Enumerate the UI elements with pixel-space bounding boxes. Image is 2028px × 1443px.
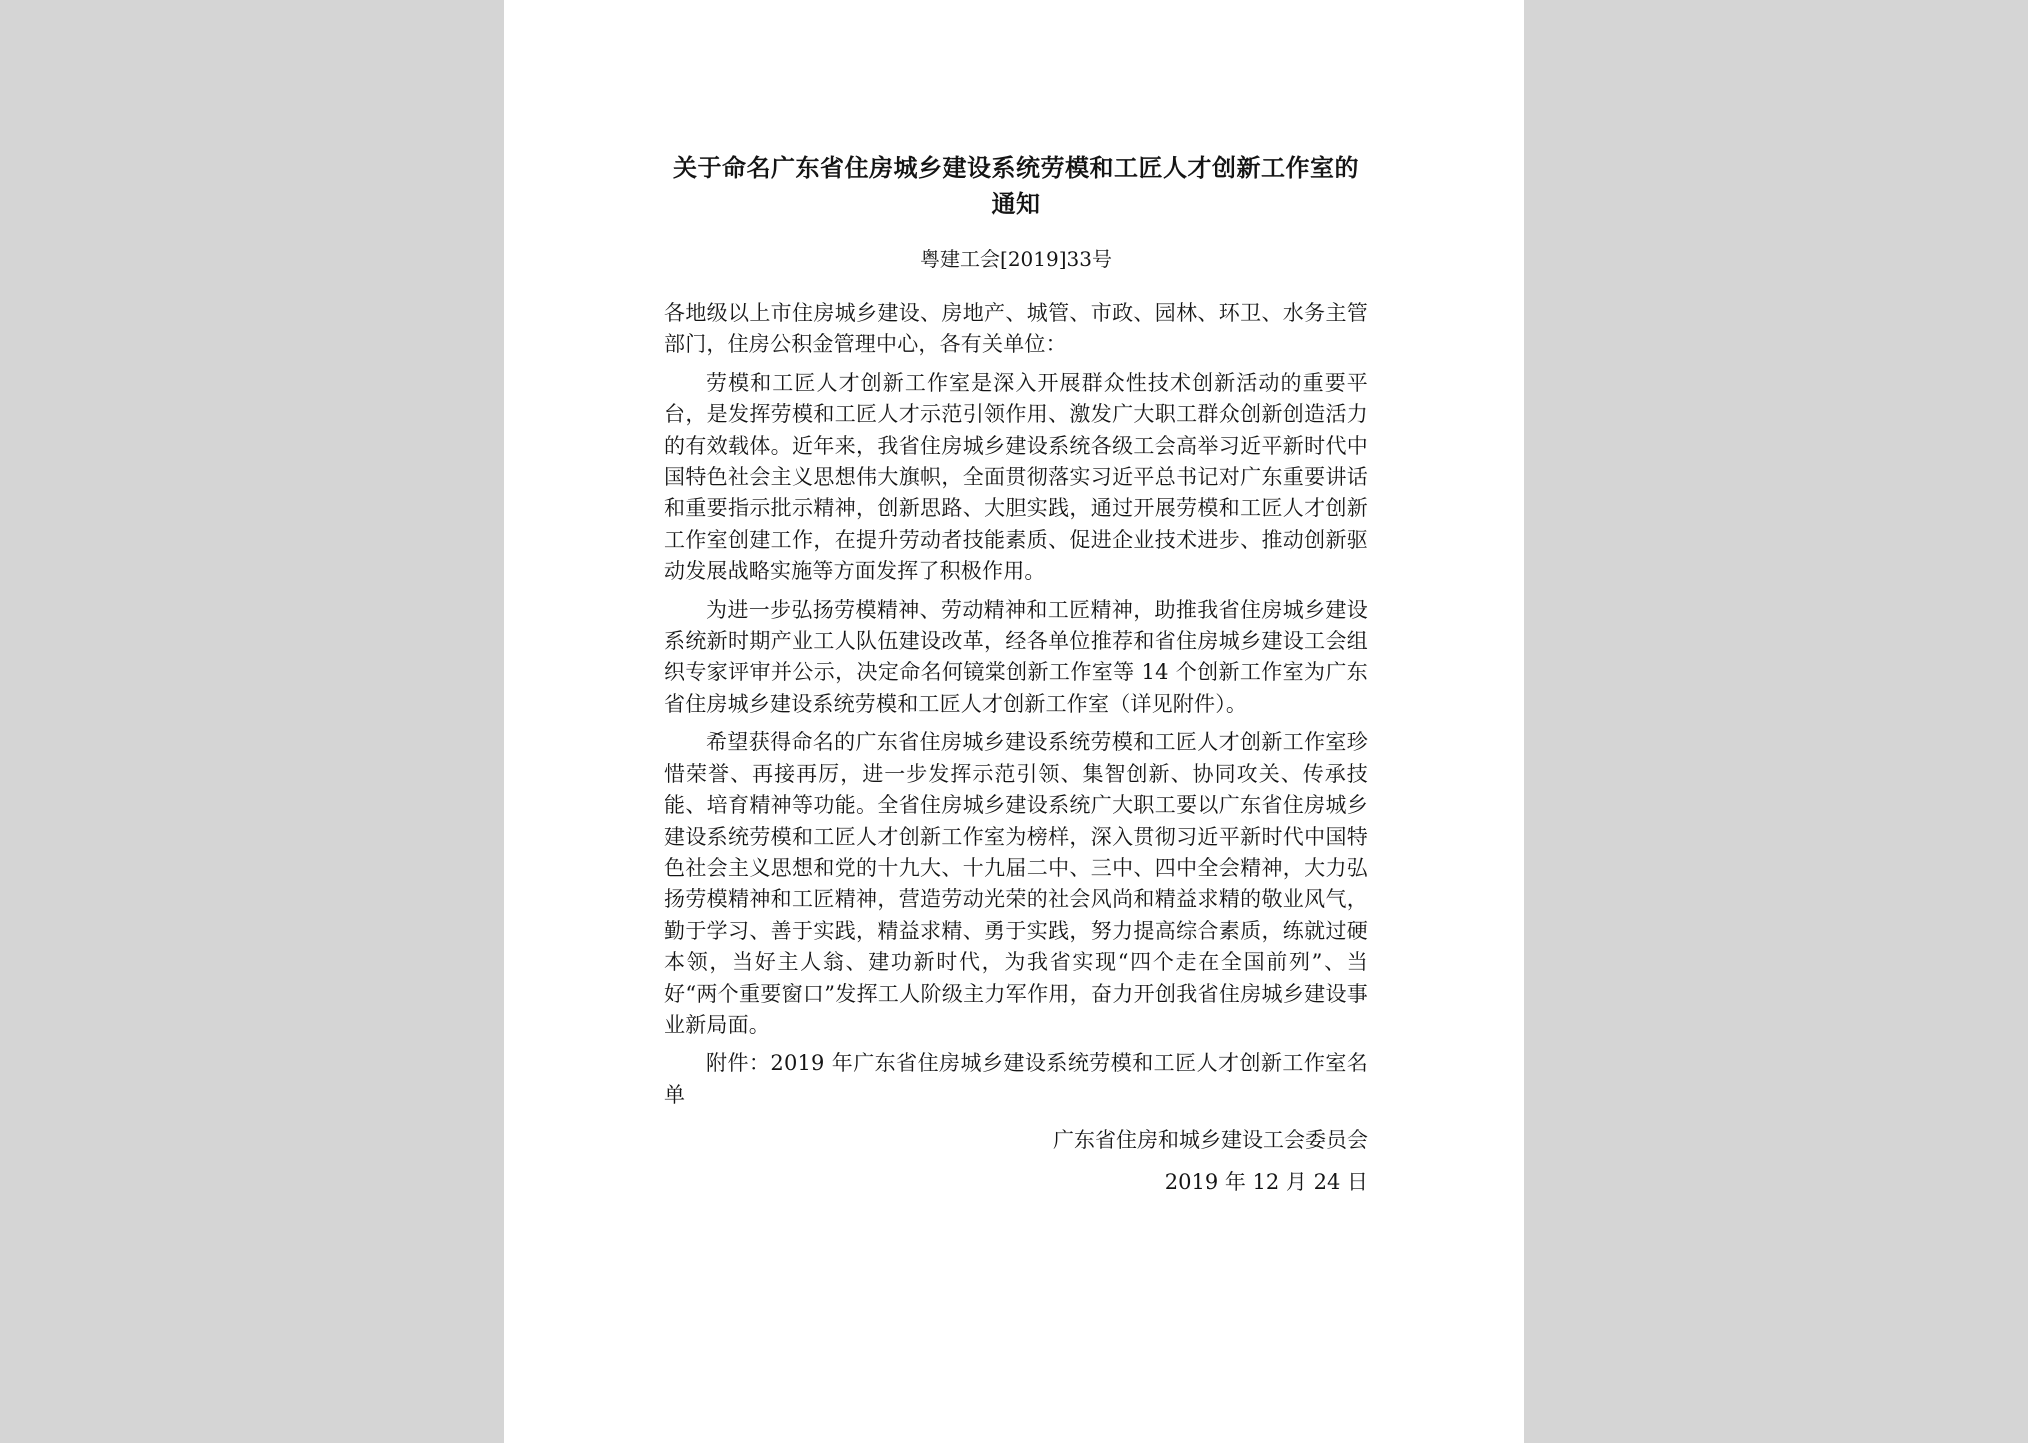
document-title: 关于命名广东省住房城乡建设系统劳模和工匠人才创新工作室的通知 (673, 153, 1359, 218)
salutation: 各地级以上市住房城乡建设、房地产、城管、市政、园林、环卫、水务主管部门，住房公积金管理中心，各有关单位： (664, 301, 1368, 357)
body-paragraph-1: 劳模和工匠人才创新工作室是深入开展群众性技术创新活动的重要平台，是发挥劳模和工匠人才示范引领作用、激发广大职工群众创新创造活力的有效载体。近年来，我省住房城乡建设系统各级工会高举习近平新时代中国特色社会主义思想伟大旗帜，全面贯彻落实习近平总书记对广东重要讲话和重要指示批示精神，创新思路、大胆实践，通过开展劳模和工匠人才创新工作室创建工作，在提升劳动者技能素质、促进企业技术进步、推动创新驱动发展战略实施等方面发挥了积极作用。 (664, 370, 1368, 584)
body-paragraph-2: 为进一步弘扬劳模精神、劳动精神和工匠精神，助推我省住房城乡建设系统新时期产业工人队伍建设改革，经各单位推荐和省住房城乡建设工会组织专家评审并公示，决定命名何镜棠创新工作室等 14 个创新工作室为广东省住房城乡建设系统劳模和工匠人才创新工作室（详见附件）。 (664, 597, 1368, 716)
document-page (504, 0, 1524, 1443)
issuer-name: 广东省住房和城乡建设工会委员会 (1053, 1128, 1368, 1153)
document-body (664, 298, 1368, 1111)
signature-block (664, 1119, 1368, 1203)
body-paragraph-3: 希望获得命名的广东省住房城乡建设系统劳模和工匠人才创新工作室珍惜荣誉、再接再厉，进一步发挥示范引领、集智创新、协同攻关、传承技能、培育精神等功能。全省住房城乡建设系统广大职工要以广东省住房城乡建设系统劳模和工匠人才创新工作室为榜样，深入贯彻习近平新时代中国特色社会主义思想和党的十九大、十九届二中、三中、四中全会精神，大力弘扬劳模精神和工匠精神，营造劳动光荣的社会风尚和精益求精的敬业风气，勤于学习、善于实践，精益求精、勇于实践，努力提高综合素质，练就过硬本领，当好主人翁、建功新时代，为我省实现“四个走在全国前列”、当好“两个重要窗口”发挥工人阶级主力军作用，奋力开创我省住房城乡建设事业新局面。 (664, 730, 1368, 1037)
attachment-note: 附件：2019 年广东省住房城乡建设系统劳模和工匠人才创新工作室名单 (664, 1051, 1368, 1107)
document-number: 粤建工会[2019]33号 (920, 247, 1112, 271)
page-content (664, 150, 1368, 1203)
issue-date: 2019 年 12 月 24 日 (1164, 1170, 1368, 1195)
